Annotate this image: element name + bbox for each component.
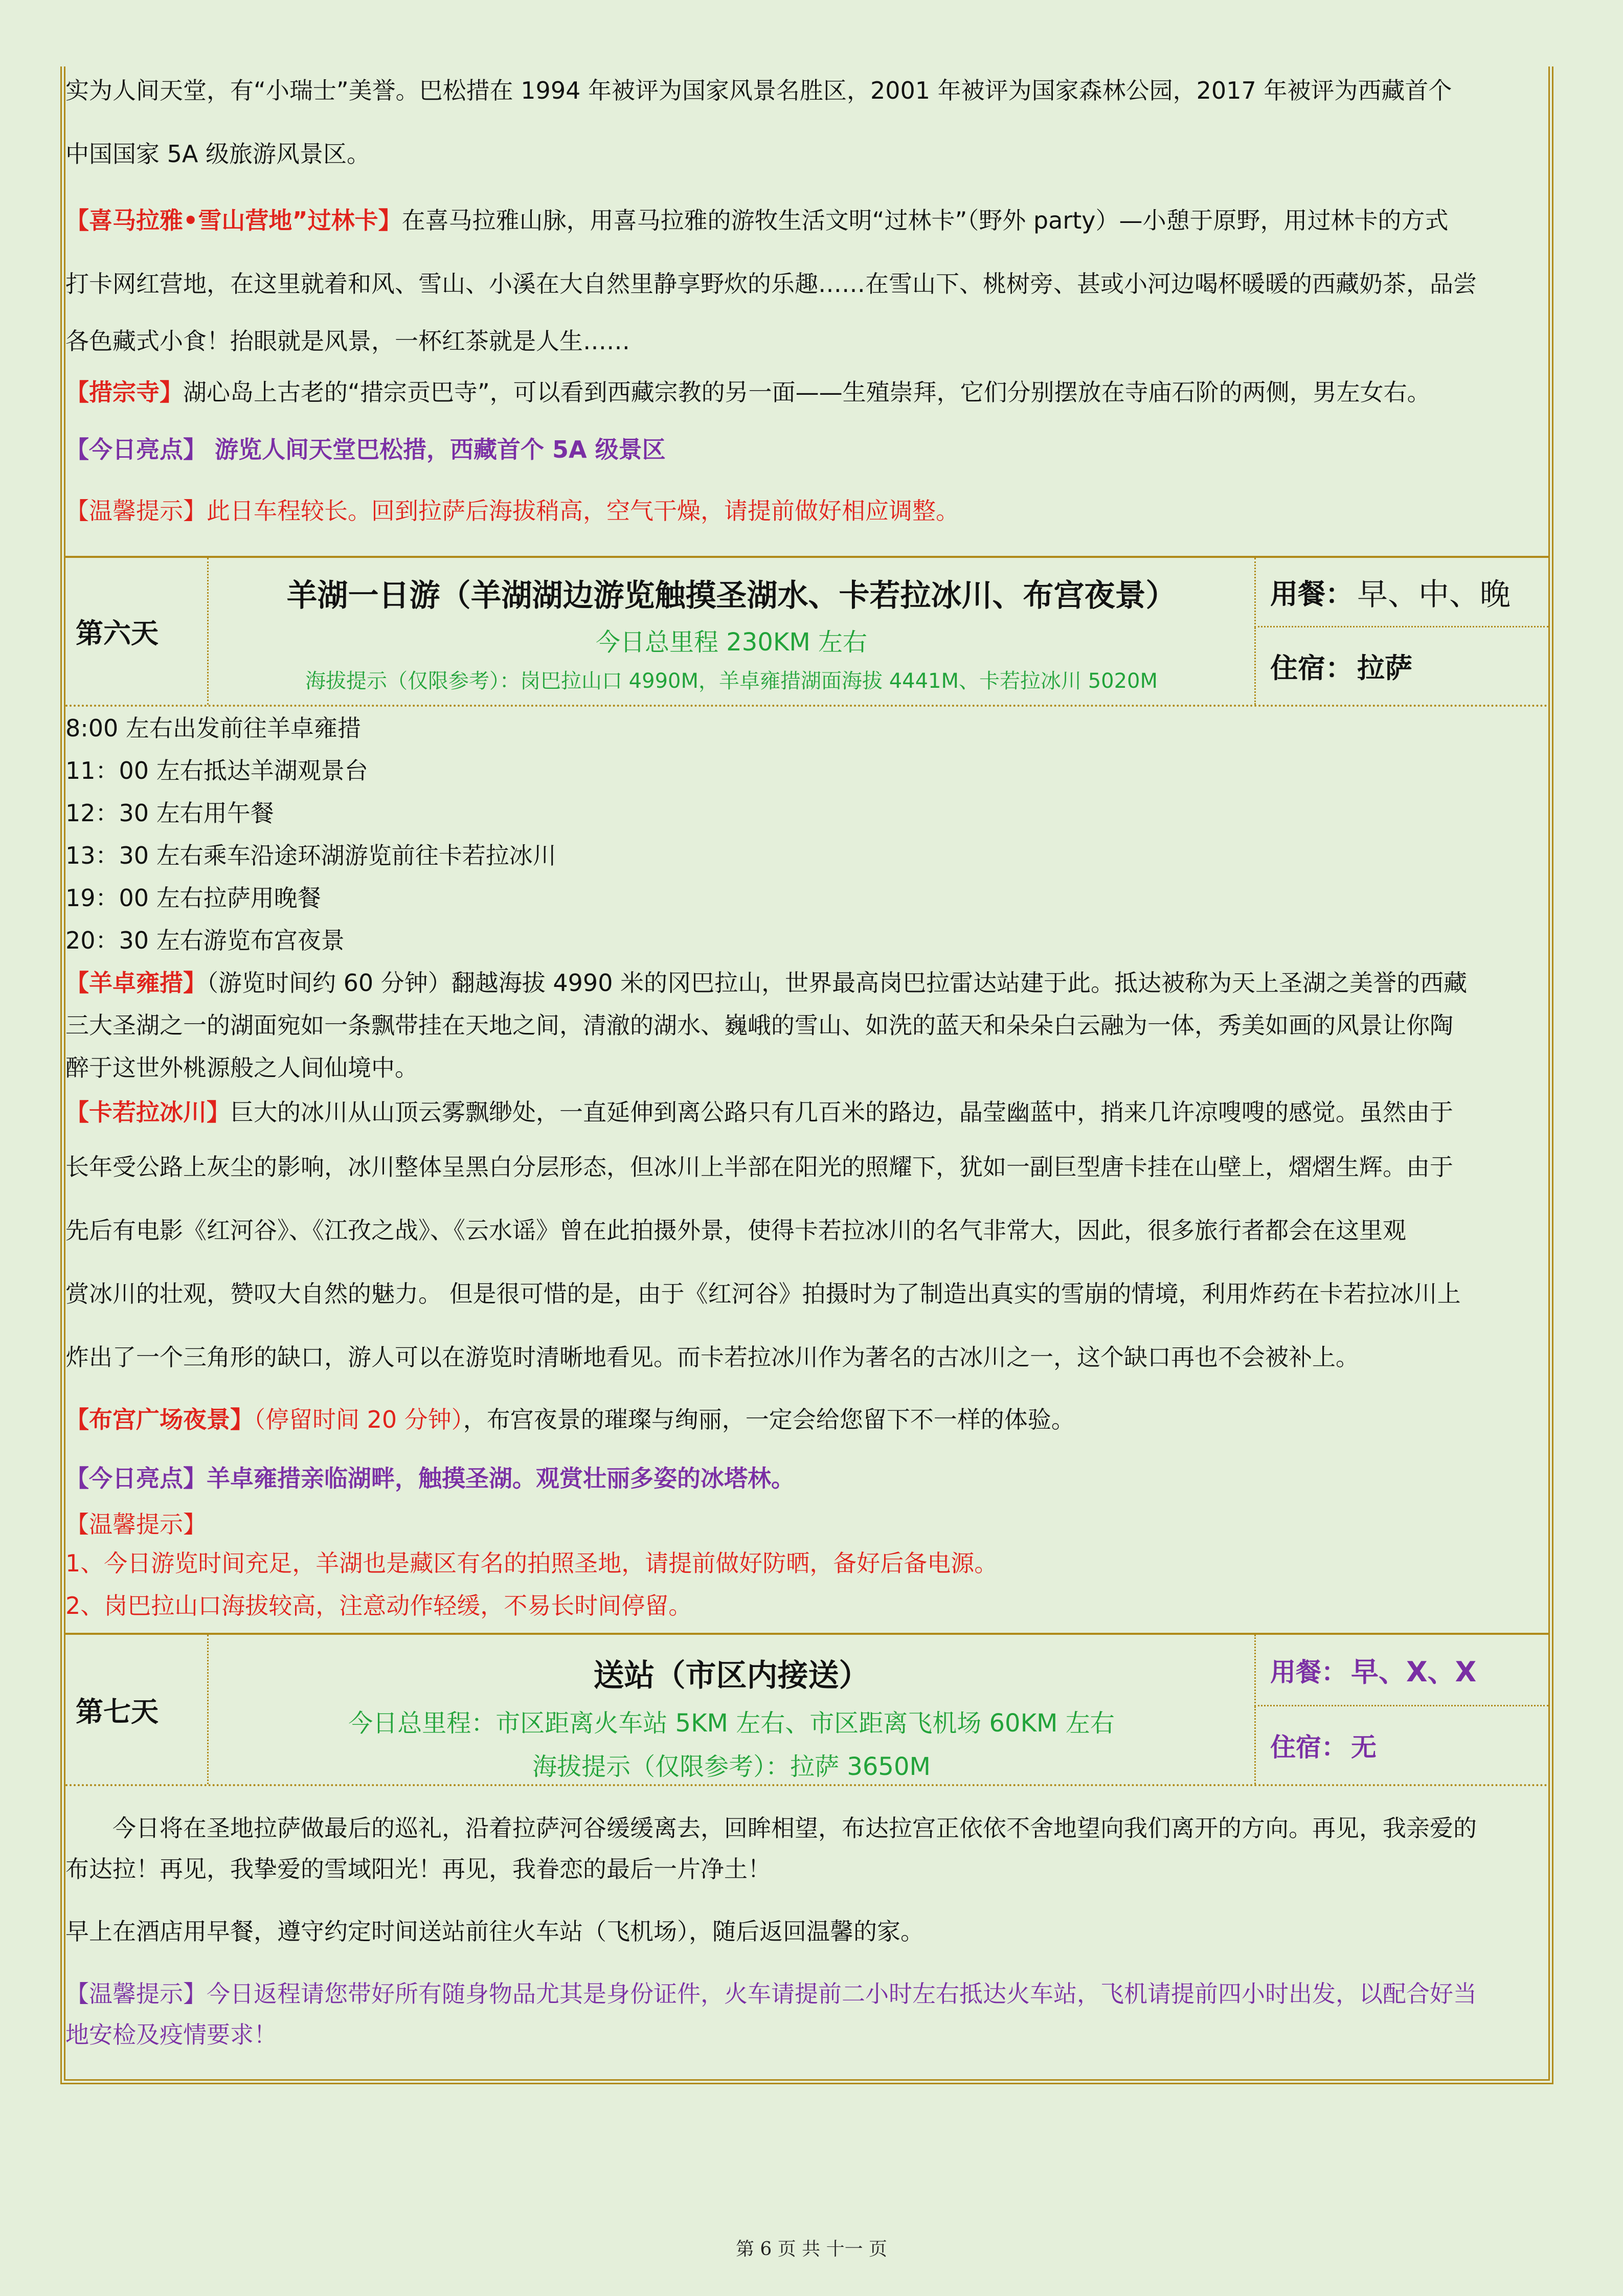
day6-title: 羊湖一日游（羊湖湖边游览触摸圣湖水、卡若拉冰川、布宫夜景） [286, 578, 1177, 614]
page-footer: 第 6 页 共 十一 页 [735, 2239, 888, 2260]
day7-tip-cont: 地安检及疫情要求！ [65, 2021, 277, 2049]
day6-schedule [65, 707, 1553, 962]
day6-body [65, 707, 1553, 1627]
cuozong-paragraph [65, 367, 1553, 418]
text-line: 今日将在圣地拉萨做最后的巡礼，沿着拉萨河谷缓缓离去，回眸相望，布达拉宫正依依不舍地望向我们离开的方向。再见，我亲爱的 [112, 1814, 1477, 1842]
text-line: 三大圣湖之一的湖面宛如一条飘带挂在天地之间，清澈的湖水、巍峨的雪山、如洗的蓝天和朵朵白云融为一体，秀美如画的风景让你陶 [65, 1011, 1453, 1039]
day7-header [65, 1633, 1548, 1786]
text-line: 醉于这世外桃源般之人间仙境中。 [65, 1054, 418, 1082]
day5-highlight: 【今日亮点】 游览人间天堂巴松措，西藏首个 5A 级景区 [65, 436, 666, 463]
day7-stay: 住宿： 无 [1254, 1706, 1548, 1784]
schedule-item: 12：30 左右用午餐 [65, 799, 274, 827]
text-line: 打卡网红营地，在这里就着和风、雪山、小溪在大自然里静享野炊的乐趣……在雪山下、桃树旁、甚或小河边喝杯暖暖的西藏奶茶，品尝 [65, 270, 1477, 298]
text-line: 早上在酒店用早餐，遵守约定时间送站前往火车站（飞机场），随后返回温馨的家。 [65, 1918, 924, 1945]
text-line: 炸出了一个三角形的缺口，游人可以在游览时清晰地看见。而卡若拉冰川作为著名的古冰川之一，这个缺口再也不会被补上。 [65, 1343, 1359, 1371]
yangzhuo-tag: 【羊卓雍措】 [65, 969, 207, 997]
text-line: 中国国家 5A 级旅游风景区。 [65, 140, 370, 168]
schedule-item: 11：00 左右抵达羊湖观景台 [65, 757, 368, 784]
day7-distance: 今日总里程：市区距离火车站 5KM 左右、市区距离飞机场 60KM 左右 [348, 1709, 1115, 1738]
day7-meal: 用餐： 早、X、X [1254, 1635, 1548, 1706]
day6-stay: 住宿： 拉萨 [1254, 627, 1548, 705]
cuozong-text: 湖心岛上古老的“措宗贡巴寺”，可以看到西藏宗教的另一面——生殖崇拜，它们分别摆放在寺庙石阶的两侧，男左女右。 [183, 378, 1431, 406]
day6-meal: 用餐： 早、中、晚 [1254, 558, 1548, 627]
day7-body [65, 1808, 1553, 2055]
day6-altitude: 海拔提示（仅限参考）：岗巴拉山口 4990M，羊卓雍措湖面海拔 4441M、卡若拉冰川 5020M [305, 669, 1158, 693]
day6-label: 第六天 [65, 558, 209, 705]
text-line: 先后有电影《红河谷》、《江孜之战》、《云水谣》曾在此拍摄外景，使得卡若拉冰川的名气非常大，因此，很多旅行者都会在这里观 [65, 1217, 1406, 1244]
potala-night-paragraph: 【布宫广场夜景】（停留时间 20 分钟），布宫夜景的璀璨与绚丽，一定会给您留下不一样的体验。 [65, 1406, 1075, 1433]
day6-tip-2: 2、岗巴拉山口海拔较高，注意动作轻缓，不易长时间停留。 [65, 1592, 692, 1619]
day6-highlight: 【今日亮点】羊卓雍措亲临湖畔，触摸圣湖。观赏壮丽多姿的冰塔林。 [65, 1465, 795, 1492]
text-line: 长年受公路上灰尘的影响，冰川整体呈黑白分层形态，但冰川上半部在阳光的照耀下，犹如一副巨型唐卡挂在山壁上，熠熠生辉。由于 [65, 1153, 1453, 1181]
day7-altitude: 海拔提示（仅限参考）：拉萨 3650M [532, 1752, 931, 1781]
text-line: 布达拉！再见，我挚爱的雪域阳光！再见，我眷恋的最后一片净土！ [65, 1855, 771, 1883]
day6-header [65, 556, 1548, 707]
day6-tip-1: 1、今日游览时间充足，羊湖也是藏区有名的拍照圣地，请提前做好防晒，备好后备电源。 [65, 1549, 998, 1577]
day7-title-cell [209, 1635, 1254, 1784]
himalaya-tag: 【喜马拉雅•雪山营地”过林卡】 [65, 207, 402, 234]
himalaya-paragraph [65, 189, 1553, 252]
yangzhuo-paragraph: 【羊卓雍措】（游览时间约 60 分钟）翻越海拔 4990 米的冈巴拉山，世界最高岗巴拉雷达站建于此。抵达被称为天上圣湖之美誉的西藏 [65, 969, 1468, 997]
potala-tag: 【布宫广场夜景】 [65, 1406, 254, 1433]
day7-title: 送站（市区内接送） [593, 1658, 870, 1694]
text-line: 实为人间天堂，有“小瑞士”美誉。巴松措在 1994 年被评为国家风景名胜区，2001 年被评为国家森林公园，2017 年被评为西藏首个 [65, 77, 1452, 104]
day7-tip: 【温馨提示】今日返程请您带好所有随身物品尤其是身份证件，火车请提前二小时左右抵达火车站，飞机请提前四小时出发，以配合好当 [65, 1980, 1477, 2008]
text-line: 赏冰川的壮观，赞叹大自然的魅力。 但是很可惜的是，由于《红河谷》拍摄时为了制造出真实的雪崩的情境，利用炸药在卡若拉冰川上 [65, 1280, 1461, 1308]
text-line: 各色藏式小食！抬眼就是风景，一杯红茶就是人生…… [65, 327, 630, 355]
day6-title-cell [209, 558, 1254, 705]
day7-label: 第七天 [65, 1635, 209, 1784]
kareola-tag: 【卡若拉冰川】 [65, 1098, 230, 1126]
schedule-item: 19：00 左右拉萨用晚餐 [65, 884, 321, 912]
day5-continuation [65, 59, 1553, 541]
day5-tip: 【温馨提示】此日车程较长。回到拉萨后海拔稍高，空气干燥，请提前做好相应调整。 [65, 497, 959, 525]
day6-distance: 今日总里程 230KM 左右 [595, 628, 868, 657]
schedule-item: 8:00 左右出发前往羊卓雍措 [65, 714, 361, 742]
schedule-item: 20：30 左右游览布宫夜景 [65, 927, 345, 954]
schedule-item: 13：30 左右乘车沿途环湖游览前往卡若拉冰川 [65, 842, 556, 869]
cuozong-tag: 【措宗寺】 [65, 378, 183, 406]
himalaya-text: 在喜马拉雅山脉，用喜马拉雅的游牧生活文明“过林卡”（野外 party）—小憩于原野，用过林卡的方式 [401, 207, 1449, 234]
day6-tip-head: 【温馨提示】 [65, 1511, 207, 1538]
kareola-paragraph: 【卡若拉冰川】巨大的冰川从山顶云雾飘缈处，一直延伸到离公路只有几百米的路边，晶莹幽蓝中，捎来几许凉嗖嗖的感觉。虽然由于 [65, 1098, 1453, 1126]
